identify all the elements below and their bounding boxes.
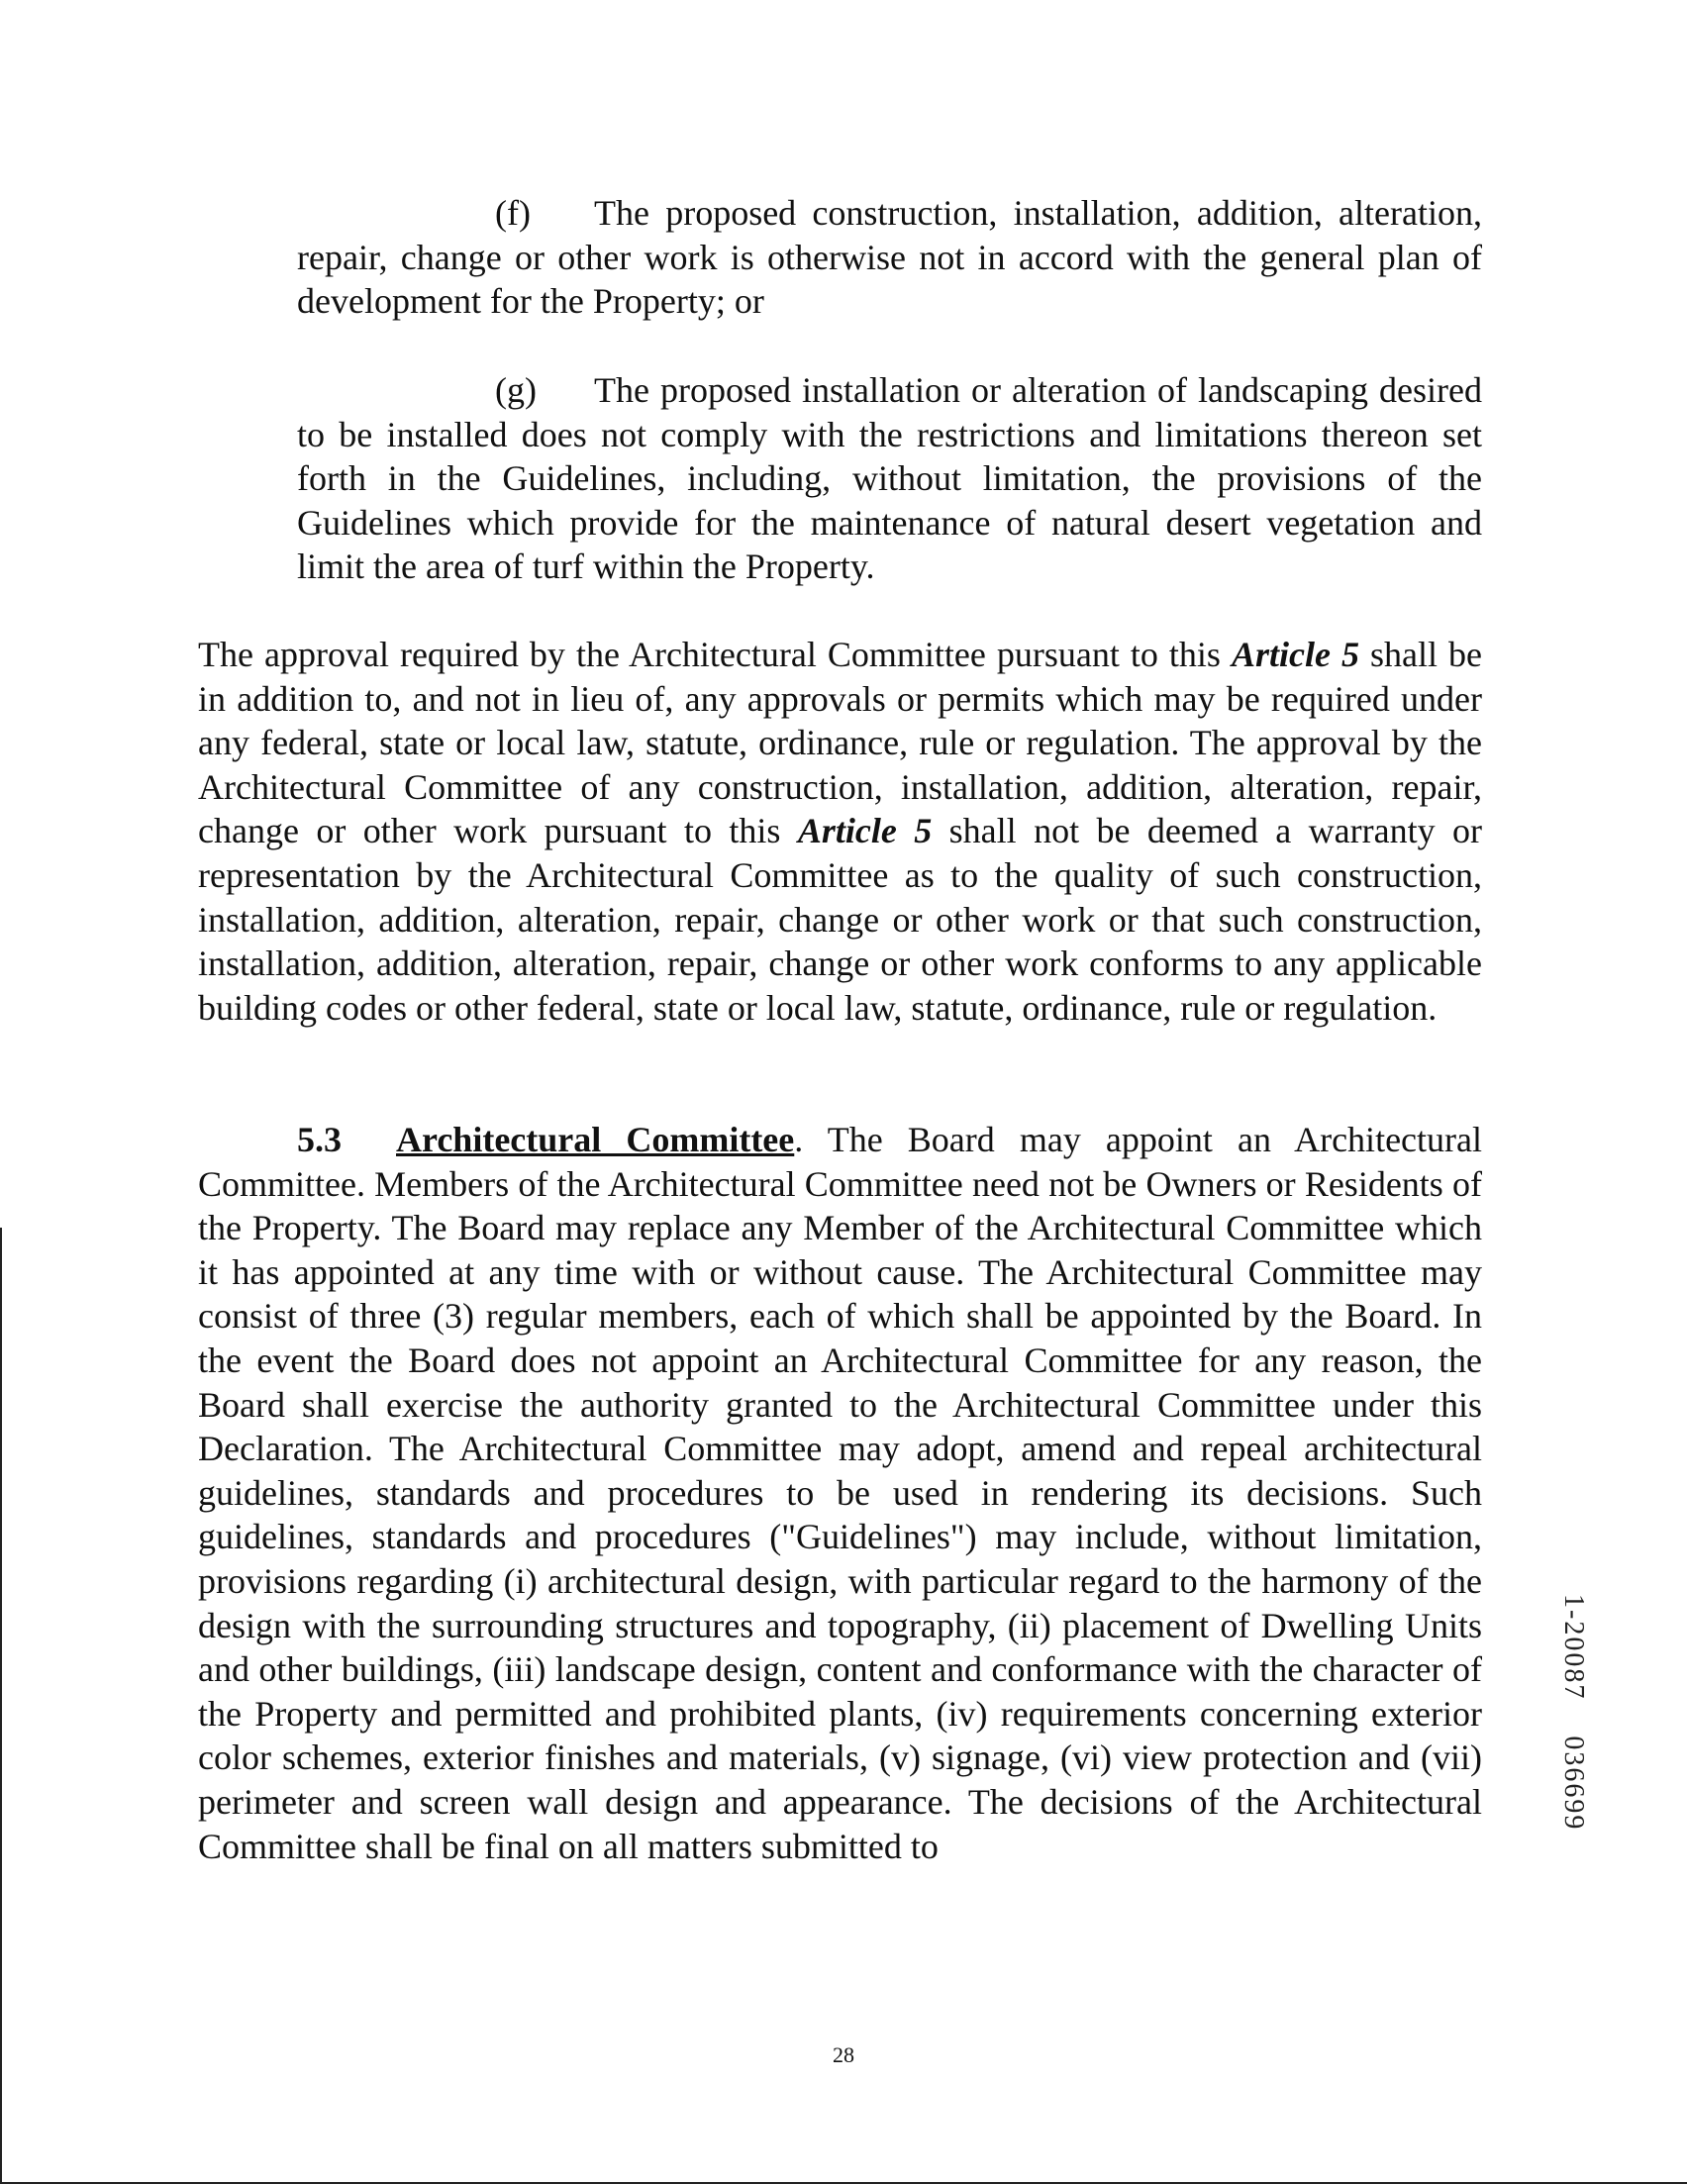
recording-stamp-part1: 1-20087 <box>1558 1594 1589 1701</box>
subparagraph-f-text: The proposed construction, installation, addition, alteration, repair, change or other work is otherwise not in accord with the general plan of development for the Property; or <box>297 193 1482 322</box>
scan-left-edge <box>0 1228 2 2184</box>
section-body: . The Board may appoint an Architectural Committee. Members of the Architectural Committee need not be Owners or Residents of the Property. The Board may replace any Member of the Architectural Committee which it has appointed at any time with or without cause. The Architectural Committee may consist of three (3) regular members, each of which shall be appointed by the Board. In the event the Board does not appoint an Architectural Committee for any reason, the Board shall exercise the authority granted to the Architectural Committee under this Declaration. The Architectural Committee may adopt, amend and repeal architectural guidelines, standards and procedures to be used in rendering its decisions. Such guidelines, standards and procedures ("Guidelines") may include, without limitation, provisions regarding (i) architectural design, with particular regard to the harmony of the design with the surrounding structures and topography, (ii) placement of Dwelling Units and other buildings, (iii) landscape design, content and conformance with the character of the Property and permitted and prohibited plants, (iv) requirements concerning exterior color schemes, exterior finishes and materials, (v) signage, (vi) view protection and (vii) perimeter and screen wall design and appearance. The decisions of the Architectural Committee shall be final on all matters submitted to <box>198 1120 1482 1866</box>
section-number: 5.3 <box>297 1120 342 1159</box>
approval-text-2: shall be in addition to, and not in lieu of, any approvals or permits which may be required under any federal, state or local law, statute, ordinance, rule or regulation. The approval by the Architectural Committee of any construction, installation, addition, alteration, repair, change or other work pursuant to this <box>198 635 1483 851</box>
subparagraph-g-mark: (g) <box>495 370 537 410</box>
subparagraph-g-text: The proposed installation or alteration of landscaping desired to be installed does not comply with the restrictions and limitations thereon set forth in the Guidelines, including, without limitation, the provisions of the Guidelines which provide for the maintenance of natural desert vegetation and limit the area of turf within the Property. <box>297 370 1482 587</box>
subparagraph-f-mark: (f) <box>495 193 531 233</box>
approval-text-1: The approval required by the Architectural Committee pursuant to this <box>198 635 1232 674</box>
section-5-3 <box>198 1118 1482 1868</box>
approval-text-3: shall not be deemed a warranty or representation by the Architectural Committee as to the quality of such construction, installation, addition, alteration, repair, change or other work or that such construction, installation, addition, alteration, repair, change or other work conforms to any applicable building codes or other federal, state or local law, statute, ordinance, rule or regulation. <box>198 811 1482 1028</box>
section-title: Architectural Committee <box>396 1120 795 1159</box>
subparagraph-g <box>297 368 1482 589</box>
page-number: 28 <box>833 2042 854 2067</box>
subparagraph-f <box>297 191 1482 324</box>
article-reference-1: Article 5 <box>1231 635 1359 674</box>
approval-paragraph <box>198 633 1482 1030</box>
recording-stamp-part2: 036699 <box>1558 1736 1589 1832</box>
recording-stamp <box>1557 1594 1589 1866</box>
article-reference-2: Article 5 <box>797 811 933 851</box>
